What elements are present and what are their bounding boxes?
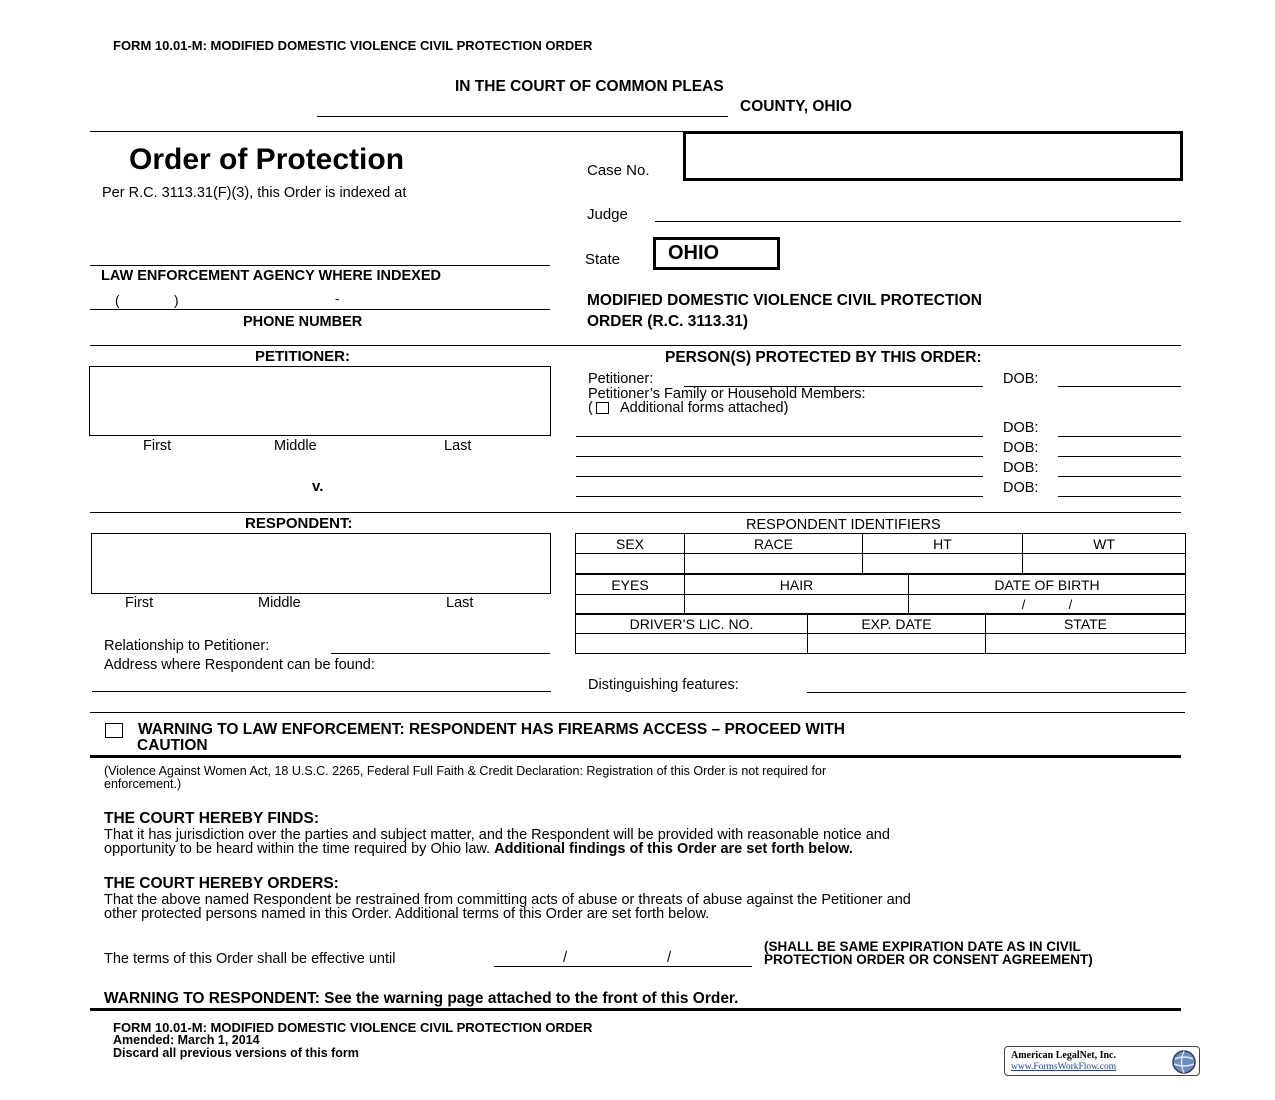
relationship-line[interactable] — [331, 653, 550, 654]
respondent-warning: WARNING TO RESPONDENT: See the warning page attached to the front of this Order. — [104, 990, 739, 1007]
respondent-first-label: First — [125, 595, 154, 611]
finds-line2 — [104, 841, 853, 857]
identifiers-table-3 — [575, 613, 1186, 654]
dob-line[interactable] — [1058, 436, 1181, 437]
hair-header: HAIR — [685, 575, 909, 595]
versus-label: v. — [312, 478, 324, 495]
dob-line[interactable] — [1058, 476, 1181, 477]
judge-line[interactable] — [655, 221, 1181, 222]
logo-url: www.FormsWorkFlow.com — [1011, 1062, 1117, 1072]
thick-divider — [90, 1008, 1181, 1011]
finds-line1: That it has jurisdiction over the parties and subject matter, and the Respondent will be provided with reasonable notice and — [104, 827, 890, 843]
effective-sep2: / — [667, 950, 672, 966]
dob-line[interactable] — [1058, 496, 1181, 497]
family-member-line[interactable] — [576, 436, 983, 437]
respondent-middle-label: Middle — [258, 595, 301, 611]
dob-header: DATE OF BIRTH — [909, 575, 1186, 595]
hair-cell[interactable] — [685, 595, 909, 615]
protected-heading: PERSON(S) PROTECTED BY THIS ORDER: — [665, 349, 982, 366]
license-header: DRIVER’S LIC. NO. — [576, 614, 808, 634]
phone-open: ( — [115, 293, 120, 308]
logo-company: American LegalNet, Inc. — [1011, 1050, 1116, 1061]
wt-header: WT — [1023, 534, 1186, 554]
family-label: Petitioner’s Family or Household Members: — [588, 386, 866, 402]
county-label: COUNTY, OHIO — [740, 98, 852, 115]
phone-label: PHONE NUMBER — [243, 314, 363, 330]
petitioner-heading: PETITIONER: — [255, 348, 351, 365]
divider — [90, 131, 684, 132]
identifiers-table-2 — [575, 574, 1186, 615]
race-cell[interactable] — [685, 554, 863, 574]
dob-label: DOB: — [1003, 420, 1039, 436]
exp-date-cell[interactable] — [808, 634, 986, 654]
dob-label: DOB: — [1003, 480, 1039, 496]
license-state-header: STATE — [986, 614, 1186, 634]
distinguishing-label: Distinguishing features: — [588, 677, 739, 693]
eyes-cell[interactable] — [576, 595, 685, 615]
order-title-line1: MODIFIED DOMESTIC VIOLENCE CIVIL PROTECTION — [587, 292, 982, 309]
divider — [90, 512, 1181, 513]
protected-petitioner-label: Petitioner: — [588, 371, 654, 387]
wt-cell[interactable] — [1023, 554, 1186, 574]
divider — [90, 345, 1181, 346]
dob-label: DOB: — [1003, 371, 1039, 387]
thick-divider — [90, 755, 1181, 758]
identifiers-heading: RESPONDENT IDENTIFIERS — [746, 517, 941, 533]
agency-label: LAW ENFORCEMENT AGENCY WHERE INDEXED — [101, 268, 441, 284]
phone-line[interactable] — [90, 309, 550, 310]
form-title: FORM 10.01-M: MODIFIED DOMESTIC VIOLENCE CIVIL PROTECTION ORDER — [113, 38, 593, 53]
sex-header: SEX — [576, 534, 685, 554]
globe-icon — [1171, 1049, 1197, 1075]
order-title-line2: ORDER (R.C. 3113.31) — [587, 313, 749, 330]
exp-date-header: EXP. DATE — [808, 614, 986, 634]
effective-note1: (SHALL BE SAME EXPIRATION DATE AS IN CIVIL — [764, 939, 1081, 954]
dob-label: DOB: — [1003, 440, 1039, 456]
agency-line[interactable] — [90, 265, 550, 266]
petitioner-middle-label: Middle — [274, 438, 317, 454]
vawa-line1: (Violence Against Women Act, 18 U.S.C. 2265, Federal Full Faith & Credit Declaration: Registration of this Order is not required for — [104, 764, 827, 778]
relationship-label: Relationship to Petitioner: — [104, 638, 270, 654]
family-member-line[interactable] — [576, 476, 983, 477]
orders-line1: That the above named Respondent be restrained from committing acts of abuse or threats of abuse against the Petitioner and — [104, 892, 911, 908]
state-label: State — [585, 251, 621, 268]
footer-form-line: FORM 10.01-M: MODIFIED DOMESTIC VIOLENCE CIVIL PROTECTION ORDER — [113, 1020, 593, 1035]
respondent-dob-cell[interactable] — [909, 595, 1186, 615]
phone-close: ) — [174, 293, 179, 308]
petitioner-name-field[interactable] — [89, 366, 551, 436]
license-state-cell[interactable] — [986, 634, 1186, 654]
finds-line2-bold: Additional findings of this Order are set forth below. — [494, 841, 853, 857]
eyes-header: EYES — [576, 575, 685, 595]
respondent-heading: RESPONDENT: — [245, 515, 353, 532]
family-member-line[interactable] — [576, 456, 983, 457]
county-line[interactable] — [317, 116, 728, 117]
dob-label: DOB: — [1003, 460, 1039, 476]
respondent-name-field[interactable] — [91, 533, 551, 594]
petitioner-last-label: Last — [444, 438, 472, 454]
orders-heading: THE COURT HEREBY ORDERS: — [104, 875, 339, 892]
phone-dash: - — [335, 291, 340, 306]
effective-label: The terms of this Order shall be effective until — [104, 951, 396, 967]
additional-open: ( — [588, 400, 593, 416]
footer-amended: Amended: March 1, 2014 — [113, 1033, 260, 1047]
additional-forms-label: Additional forms attached) — [620, 400, 789, 416]
court-name: IN THE COURT OF COMMON PLEAS — [455, 78, 724, 95]
finds-heading: THE COURT HEREBY FINDS: — [104, 810, 320, 827]
effective-date-line[interactable] — [494, 966, 752, 967]
dob-line[interactable] — [1058, 386, 1181, 387]
license-cell[interactable] — [576, 634, 808, 654]
vawa-line2: enforcement.) — [104, 777, 182, 791]
identifiers-table-1 — [575, 533, 1186, 574]
date-separators: / / — [1021, 597, 1073, 612]
judge-label: Judge — [587, 206, 628, 223]
additional-forms-checkbox[interactable] — [596, 402, 609, 414]
petitioner-first-label: First — [143, 438, 172, 454]
finds-line2-plain: opportunity to be heard within the time required by Ohio law. — [104, 841, 491, 857]
effective-note2: PROTECTION ORDER OR CONSENT AGREEMENT) — [764, 952, 1093, 967]
distinguishing-line[interactable] — [807, 692, 1186, 693]
state-value: OHIO — [668, 242, 720, 264]
case-number-field[interactable] — [683, 131, 1183, 181]
legalnet-logo[interactable] — [1004, 1046, 1200, 1076]
ht-cell[interactable] — [863, 554, 1023, 574]
orders-line2: other protected persons named in this Order. Additional terms of this Order are set forth below. — [104, 906, 710, 922]
respondent-last-label: Last — [446, 595, 474, 611]
le-warning-line2: CAUTION — [137, 737, 208, 754]
divider — [90, 712, 1185, 713]
address-label: Address where Respondent can be found: — [104, 657, 375, 673]
dob-line[interactable] — [1058, 456, 1181, 457]
le-warning-line1: WARNING TO LAW ENFORCEMENT: RESPONDENT HAS FIREARMS ACCESS – PROCEED WITH — [138, 721, 846, 738]
footer-discard: Discard all previous versions of this form — [113, 1046, 359, 1060]
family-member-line[interactable] — [576, 496, 983, 497]
firearms-warning-checkbox[interactable] — [105, 723, 123, 738]
order-of-protection-title: Order of Protection — [129, 143, 405, 176]
ht-header: HT — [863, 534, 1023, 554]
address-line[interactable] — [92, 691, 551, 692]
indexed-text: Per R.C. 3113.31(F)(3), this Order is indexed at — [102, 185, 407, 201]
case-label: Case No. — [587, 162, 650, 179]
race-header: RACE — [685, 534, 863, 554]
sex-cell[interactable] — [576, 554, 685, 574]
effective-sep1: / — [563, 950, 568, 966]
